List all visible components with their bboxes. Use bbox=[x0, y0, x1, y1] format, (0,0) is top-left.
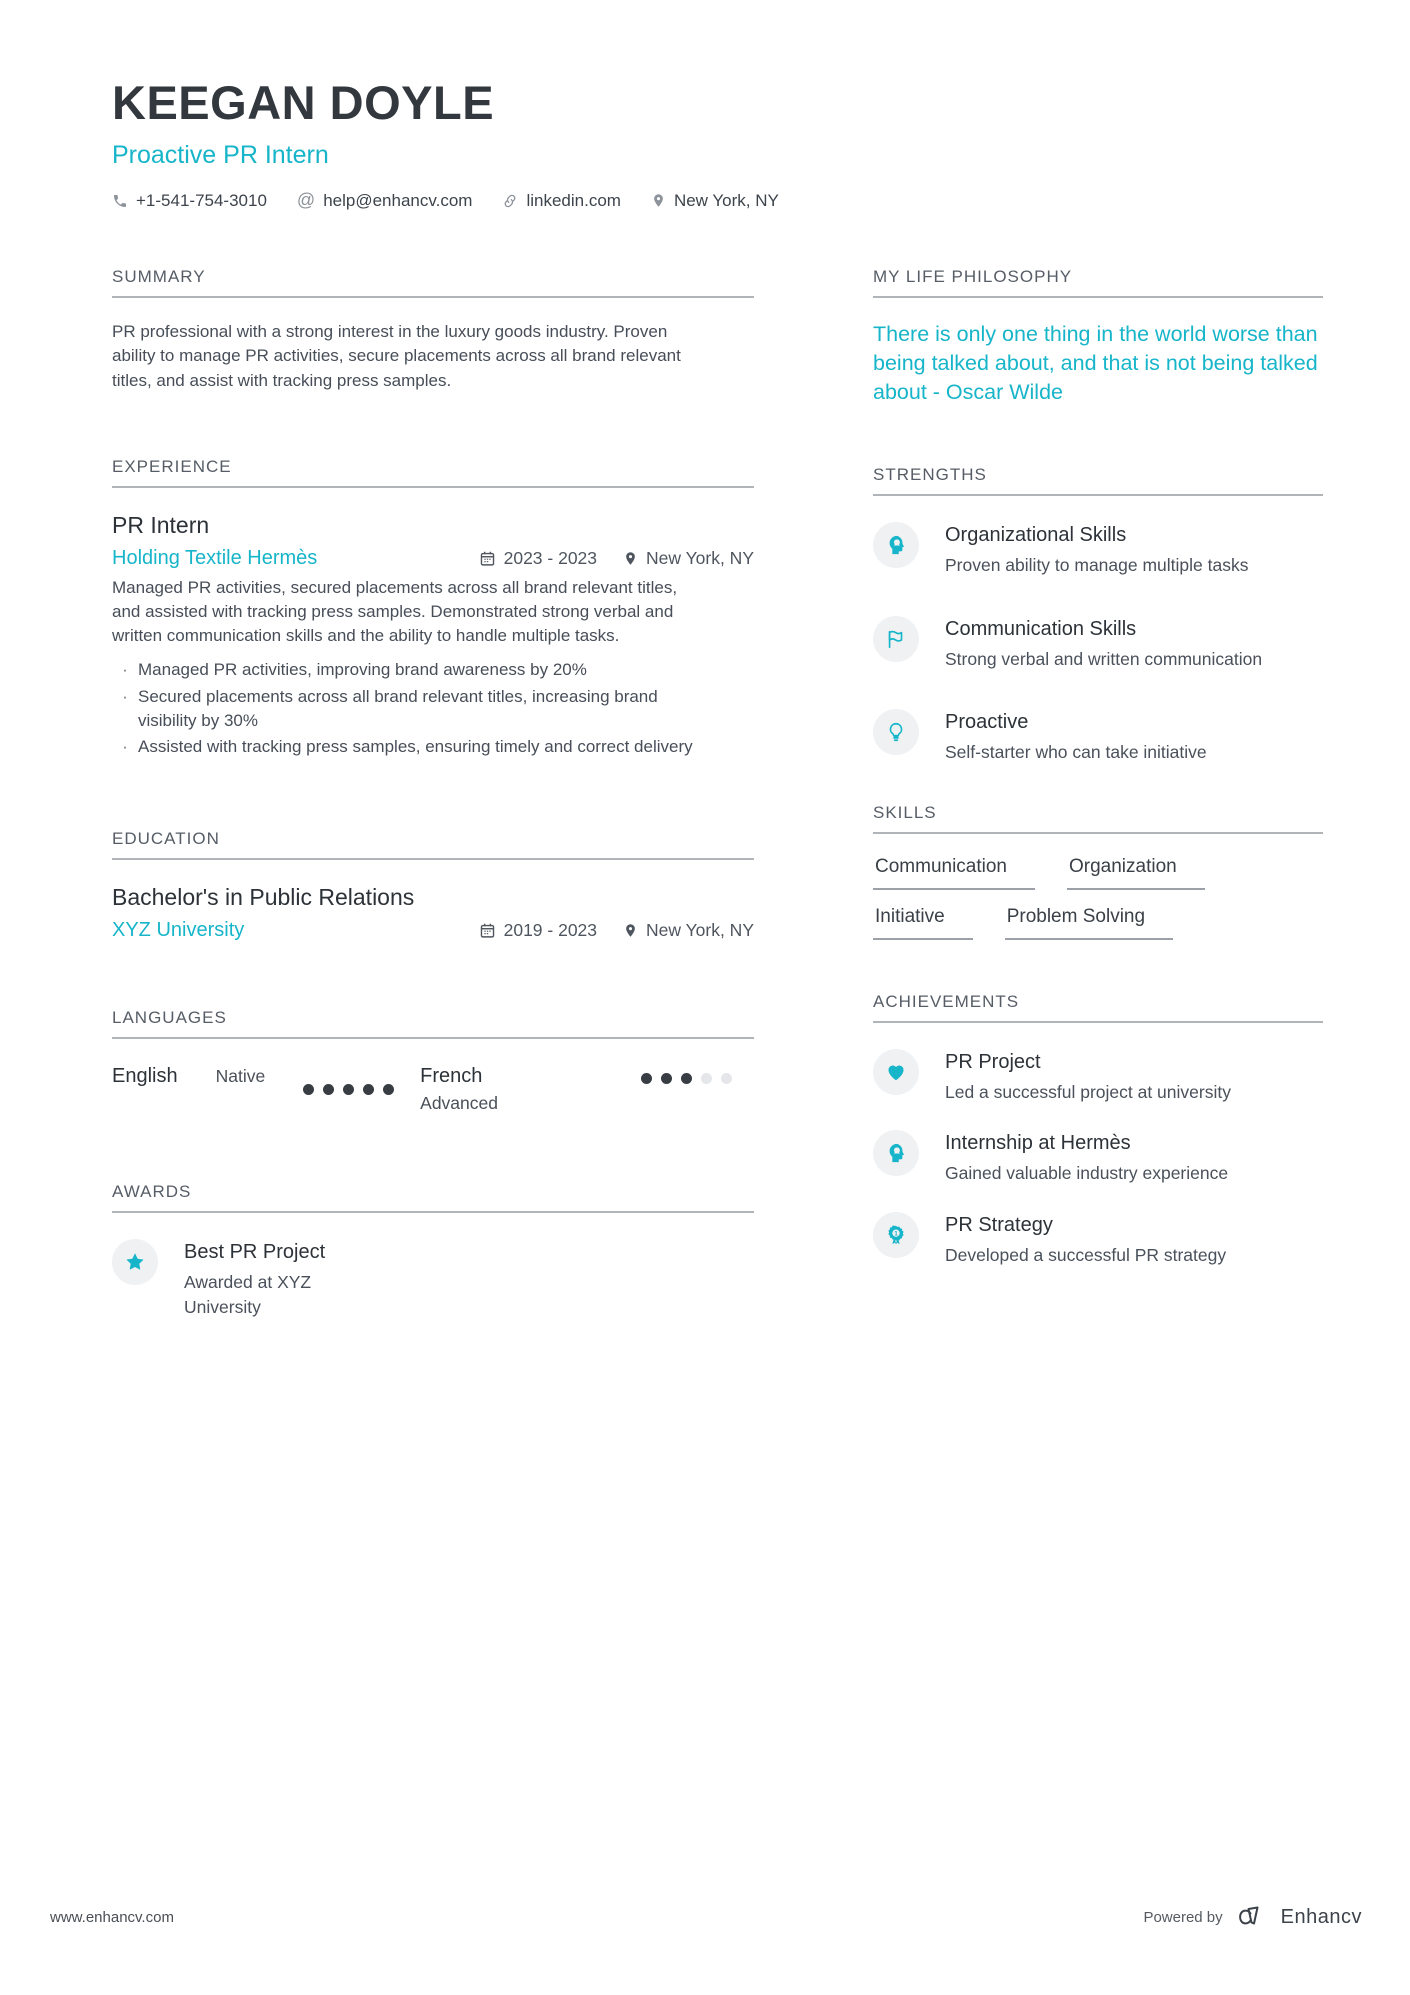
page-footer bbox=[50, 1905, 1362, 1929]
award-description: Awarded at XYZ University bbox=[184, 1272, 312, 1317]
section-summary bbox=[112, 267, 754, 392]
head-icon bbox=[873, 522, 919, 568]
experience-dates-text: 2023 - 2023 bbox=[503, 547, 598, 568]
heart-icon bbox=[873, 1049, 919, 1095]
strength-title: Communication Skills bbox=[945, 617, 1137, 640]
achievements-heading: ACHIEVEMENTS bbox=[873, 992, 1323, 1023]
education-location bbox=[623, 920, 754, 941]
achievement-item bbox=[873, 1049, 1323, 1105]
language-level: Advanced bbox=[420, 1093, 498, 1114]
education-dates-text: 2019 - 2023 bbox=[503, 920, 598, 941]
strength-title: Proactive bbox=[945, 711, 1029, 734]
lightbulb-icon bbox=[873, 709, 919, 755]
section-awards bbox=[112, 1182, 754, 1319]
location-pin-icon bbox=[623, 922, 638, 939]
contact-phone bbox=[112, 191, 267, 211]
person-name: KEEGAN DOYLE bbox=[112, 76, 495, 129]
achievement-item bbox=[873, 1212, 1323, 1268]
section-experience bbox=[112, 457, 754, 760]
summary-heading: SUMMARY bbox=[112, 267, 754, 298]
strength-description: Self-starter who can take initiative bbox=[945, 742, 1207, 763]
philosophy-heading: MY LIFE PHILOSOPHY bbox=[873, 267, 1323, 298]
achievement-title: Internship at Hermès bbox=[945, 1132, 1131, 1155]
languages-heading: LANGUAGES bbox=[112, 1008, 754, 1039]
skill-tag: Organization bbox=[1067, 840, 1205, 890]
section-languages bbox=[112, 1008, 754, 1114]
contact-phone-text: +1-541-754-3010 bbox=[136, 190, 267, 210]
contact-email-text: help@enhancv.com bbox=[323, 190, 473, 210]
contact-linkedin-text: linkedin.com bbox=[526, 190, 621, 210]
philosophy-quote: There is only one thing in the world worse than being talked about, and that is not being talked about - Oscar Wilde bbox=[873, 322, 1318, 405]
contact-linkedin[interactable] bbox=[502, 191, 621, 211]
contact-email[interactable] bbox=[297, 190, 473, 211]
language-item-english bbox=[112, 1065, 420, 1114]
summary-text: PR professional with a strong interest in the luxury goods industry. Proven ability to manage PR activities, secure placements across all brand relevant titles, and assist with tracking press samples. bbox=[112, 322, 681, 390]
achievement-description: Led a successful project at university bbox=[945, 1081, 1231, 1102]
bullet-dot: · bbox=[122, 686, 128, 706]
language-proficiency-dots bbox=[303, 1084, 394, 1095]
language-name: French bbox=[420, 1065, 483, 1088]
awards-heading: AWARDS bbox=[112, 1182, 754, 1213]
experience-dates bbox=[479, 548, 597, 569]
achievement-item bbox=[873, 1130, 1323, 1186]
education-degree: Bachelor's in Public Relations bbox=[112, 884, 415, 911]
experience-entry bbox=[112, 512, 754, 760]
head-icon bbox=[873, 1130, 919, 1176]
experience-company: Holding Textile Hermès bbox=[112, 546, 318, 569]
achievement-description: Gained valuable industry experience bbox=[945, 1163, 1229, 1184]
contact-location bbox=[651, 191, 779, 211]
achievement-title: PR Project bbox=[945, 1050, 1041, 1073]
section-skills bbox=[873, 803, 1323, 940]
strength-item bbox=[873, 709, 1323, 765]
strengths-heading: STRENGTHS bbox=[873, 465, 1323, 496]
contact-location-text: New York, NY bbox=[673, 190, 779, 210]
language-item-french bbox=[420, 1065, 754, 1114]
star-icon bbox=[112, 1239, 158, 1285]
achievement-description: Developed a successful PR strategy bbox=[945, 1244, 1227, 1265]
language-level: Native bbox=[215, 1066, 266, 1087]
award-item bbox=[112, 1239, 754, 1319]
strength-title: Organizational Skills bbox=[945, 524, 1127, 547]
education-dates bbox=[479, 920, 597, 941]
experience-description: Managed PR activities, secured placements across all brand relevant titles, and assisted with tracking press samples. Demonstrated strong verbal and written communication skills and the ability to handle multiple tasks. bbox=[112, 577, 678, 645]
strength-description: Strong verbal and written communication bbox=[945, 648, 1263, 669]
contact-row bbox=[112, 190, 1325, 211]
experience-bullet: · Managed PR activities, improving brand awareness by 20% bbox=[112, 658, 754, 682]
enhancv-logo bbox=[1235, 1905, 1269, 1929]
powered-by-label: Powered by bbox=[1143, 1908, 1223, 1926]
resume-header bbox=[112, 78, 1325, 211]
experience-bullet: · Secured placements across all brand relevant titles, increasing brand visibility by 30% bbox=[112, 685, 754, 733]
education-location-text: New York, NY bbox=[646, 920, 754, 941]
bullet-dot: · bbox=[122, 737, 128, 757]
experience-role: PR Intern bbox=[112, 511, 210, 538]
flag-icon bbox=[873, 616, 919, 662]
section-philosophy bbox=[873, 267, 1323, 407]
experience-heading: EXPERIENCE bbox=[112, 457, 754, 488]
medal-icon bbox=[873, 1212, 919, 1258]
education-school: XYZ University bbox=[112, 919, 245, 942]
skill-tag: Initiative bbox=[873, 890, 973, 940]
phone-icon bbox=[112, 193, 128, 209]
skill-tag: Problem Solving bbox=[1005, 890, 1173, 940]
link-icon bbox=[502, 193, 518, 209]
skills-heading: SKILLS bbox=[873, 803, 1323, 834]
calendar-icon bbox=[479, 550, 496, 567]
achievement-title: PR Strategy bbox=[945, 1213, 1053, 1236]
location-pin-icon bbox=[623, 550, 638, 567]
award-title: Best PR Project bbox=[184, 1241, 326, 1264]
strength-item bbox=[873, 522, 1323, 578]
location-pin-icon bbox=[651, 192, 666, 209]
svg-text:1: 1 bbox=[894, 1230, 898, 1238]
strength-description: Proven ability to manage multiple tasks bbox=[945, 555, 1249, 576]
language-proficiency-dots bbox=[641, 1073, 732, 1084]
experience-location-text: New York, NY bbox=[646, 547, 754, 568]
education-heading: EDUCATION bbox=[112, 829, 754, 860]
bullet-dot: · bbox=[122, 660, 128, 680]
education-entry bbox=[112, 884, 754, 942]
experience-bullets bbox=[112, 658, 754, 759]
language-name: English bbox=[112, 1065, 178, 1088]
footer-website-link[interactable]: www.enhancv.com bbox=[50, 1908, 174, 1926]
section-achievements bbox=[873, 992, 1323, 1268]
enhancv-brand-name: Enhancv bbox=[1280, 1905, 1362, 1928]
calendar-icon bbox=[479, 922, 496, 939]
skill-tag: Communication bbox=[873, 840, 1035, 890]
section-education bbox=[112, 829, 754, 942]
person-job-title: Proactive PR Intern bbox=[112, 141, 329, 170]
experience-bullet: · Assisted with tracking press samples, ensuring timely and correct delivery bbox=[112, 735, 754, 759]
strength-item bbox=[873, 616, 1323, 672]
at-icon: @ bbox=[296, 190, 316, 211]
experience-location bbox=[623, 548, 754, 569]
section-strengths bbox=[873, 465, 1323, 765]
